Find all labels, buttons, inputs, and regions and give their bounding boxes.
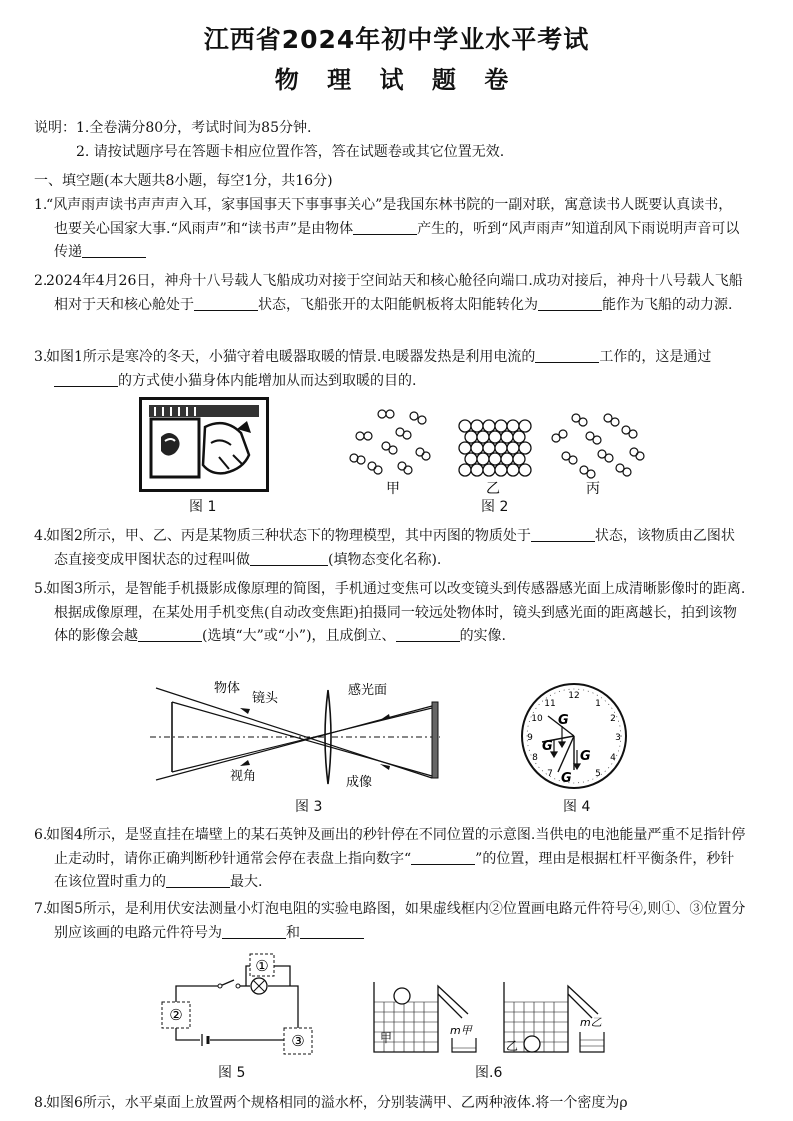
fig3-label-angle: 视角: [230, 769, 257, 784]
clock-number: 9: [527, 733, 533, 743]
fig3-label-lens: 镜头: [252, 691, 279, 706]
clock-number: 7: [547, 769, 553, 779]
clock-g-label: G: [558, 713, 569, 728]
figure-2-image: [340, 400, 660, 500]
clock-number: 11: [544, 699, 556, 709]
question-4: [34, 525, 746, 572]
answer-blank[interactable]: [222, 924, 286, 939]
question-7: [34, 898, 746, 945]
question-text: 如图5所示，是利用伏安法测量小灯泡电阻的实验电路图，如果虚线框内②位置画电路元件符号④,则①、③位置分别应该画的电路元件符号为: [46, 901, 746, 941]
figure-5-caption: 图 5: [218, 1065, 246, 1081]
clock-g-label: G: [561, 771, 572, 786]
question-6: [34, 824, 746, 895]
question-number: 5.: [34, 581, 48, 597]
fig5-label-3: ③: [291, 1032, 305, 1050]
question-number: 6.: [34, 827, 48, 843]
question-text: (选填“大”或“小”)，且成倒立、: [202, 628, 396, 644]
question-text: 如图2所示，甲、乙、丙是某物质三种状态下的物理模型，其中丙图的物质处于: [46, 528, 531, 544]
figure-2-caption: 图 2: [481, 499, 509, 515]
clock-number: 8: [532, 753, 538, 763]
question-text: 如图3所示，是智能手机摄影成像原理的简图，手机通过变焦可以改变镜头到传感器感光面上成清晰影像时的距离.根据成像原理，在某处用手机变焦(自动改变焦距)拍摄同一较远处物体时，镜头到感光面的距离越长，拍到该物体的影像会越: [46, 581, 746, 644]
answer-blank[interactable]: [138, 627, 202, 642]
question-text: 和: [286, 924, 300, 941]
answer-blank[interactable]: [396, 627, 460, 642]
fig2-label-jia: 甲: [386, 481, 400, 497]
figure-4-caption: 图 4: [563, 799, 591, 815]
question-text: 的实像.: [459, 628, 507, 644]
figure-3-image: [150, 680, 450, 790]
question-number: 2.: [34, 273, 48, 289]
question-text: 产生的，听到“风声雨声”知道刮风下雨说明声音可以传递: [54, 220, 740, 260]
fig3-label-object: 物体: [214, 681, 241, 696]
question-2: [34, 270, 746, 317]
clock-number: 5: [595, 769, 601, 779]
question-1: [34, 194, 746, 265]
question-text: 的方式使小猫身体内能增加从而达到取暖的目的.: [118, 372, 417, 389]
answer-blank[interactable]: [535, 348, 599, 363]
fig5-label-1: ①: [255, 957, 269, 975]
answer-blank[interactable]: [166, 873, 230, 888]
question-5: [34, 578, 746, 649]
answer-blank[interactable]: [250, 551, 328, 566]
section-heading: 一、填空题(本大题共8小题，每空1分，共16分): [34, 173, 333, 189]
fig6-label-jia: 甲: [380, 1031, 393, 1045]
clock-number: 10: [531, 714, 543, 724]
figure-6-caption: 图.6: [475, 1065, 503, 1081]
clock-number: 12: [568, 691, 580, 701]
question-3: [34, 346, 746, 393]
answer-blank[interactable]: [194, 296, 258, 311]
question-text: 如图1所示是寒冷的冬天，小猫守着电暖器取暖的情景.电暖器发热是利用电流的: [46, 349, 536, 365]
fig3-label-image: 成像: [346, 775, 373, 790]
answer-blank[interactable]: [411, 850, 475, 865]
figure-3-caption: 图 3: [295, 799, 323, 815]
fig6-label-myi: m乙: [580, 1016, 602, 1029]
answer-blank[interactable]: [82, 243, 146, 258]
question-text: 最大.: [230, 874, 263, 890]
page-title: 江西省2024年初中学业水平考试: [203, 25, 590, 54]
answer-blank[interactable]: [531, 527, 595, 542]
question-text: (填物态变化名称).: [328, 551, 442, 568]
fig6-label-mjia: m甲: [450, 1024, 472, 1037]
question-number: 8.: [34, 1095, 48, 1111]
question-number: 3.: [34, 349, 48, 365]
clock-number: 1: [595, 699, 601, 709]
question-text: “风声雨声读书声声声入耳，家事国事天下事事事关心”是我国东林书院的一副对联，寓意读书人既要认真读书，也要关心国家大事.“风雨声”和“读书声”是由物体: [46, 197, 733, 237]
note-line-2: 2. 请按试题序号在答题卡相应位置作答，答在试题卷或其它位置无效.: [76, 144, 505, 160]
figure-1-caption: 图 1: [189, 499, 217, 515]
clock-number: 2: [610, 714, 616, 724]
figure-4-clock: [514, 680, 634, 792]
clock-number: 3: [615, 733, 621, 743]
answer-blank[interactable]: [54, 372, 118, 387]
question-text: 如图4所示，是竖直挂在墙壁上的某石英钟及画出的秒针停在不同位置的示意图.当供电的电池能量严重不足指针停止走动时，请你正确判断秒针通常会停在表盘上指向数字“: [46, 827, 746, 867]
question-text: 能作为飞船的动力源.: [602, 296, 733, 313]
question-text: 状态，该物质由乙图状态直接变成甲图状态的过程叫做: [54, 528, 735, 568]
clock-number: 4: [610, 753, 616, 763]
clock-g-label: G: [580, 749, 591, 764]
fig2-label-yi: 乙: [486, 481, 500, 497]
question-text: 如图6所示，水平桌面上放置两个规格相同的溢水杯，分别装满甲、乙两种液体.将一个密度为ρ: [46, 1095, 628, 1111]
question-text: 状态，飞船张开的太阳能帆板将太阳能转化为: [258, 296, 538, 313]
figure-1-image: [139, 397, 269, 492]
answer-blank[interactable]: [300, 924, 364, 939]
answer-blank[interactable]: [353, 220, 417, 235]
answer-blank[interactable]: [538, 296, 602, 311]
question-number: 7.: [34, 901, 48, 917]
fig5-label-2: ②: [169, 1006, 183, 1024]
question-text: 2024年4月26日，神舟十八号载人飞船成功对接于空间站天和核心舱径向端口.成功对接后，神舟十八号载人飞船相对于天和核心舱处于: [46, 273, 743, 313]
question-number: 4.: [34, 528, 48, 544]
question-number: 1.: [34, 197, 48, 213]
fig6-label-yi: 乙: [506, 1039, 519, 1053]
question-text: ”的位置，理由是根据杠杆平衡条件，秒针在该位置时重力的: [54, 850, 735, 890]
question-8: [34, 1092, 746, 1116]
fig3-label-sensor: 感光面: [348, 683, 388, 698]
note-line-1: 说明：1.全卷满分80分，考试时间为85分钟.: [34, 120, 312, 136]
fig2-label-bing: 丙: [586, 481, 600, 497]
figure-5-circuit: [150, 950, 330, 1055]
question-text: 工作的，这是通过: [599, 349, 712, 365]
figure-6-image: [366, 978, 616, 1058]
clock-g-label: G: [542, 739, 553, 754]
page-subtitle: 物 理 试 题 卷: [274, 66, 519, 94]
